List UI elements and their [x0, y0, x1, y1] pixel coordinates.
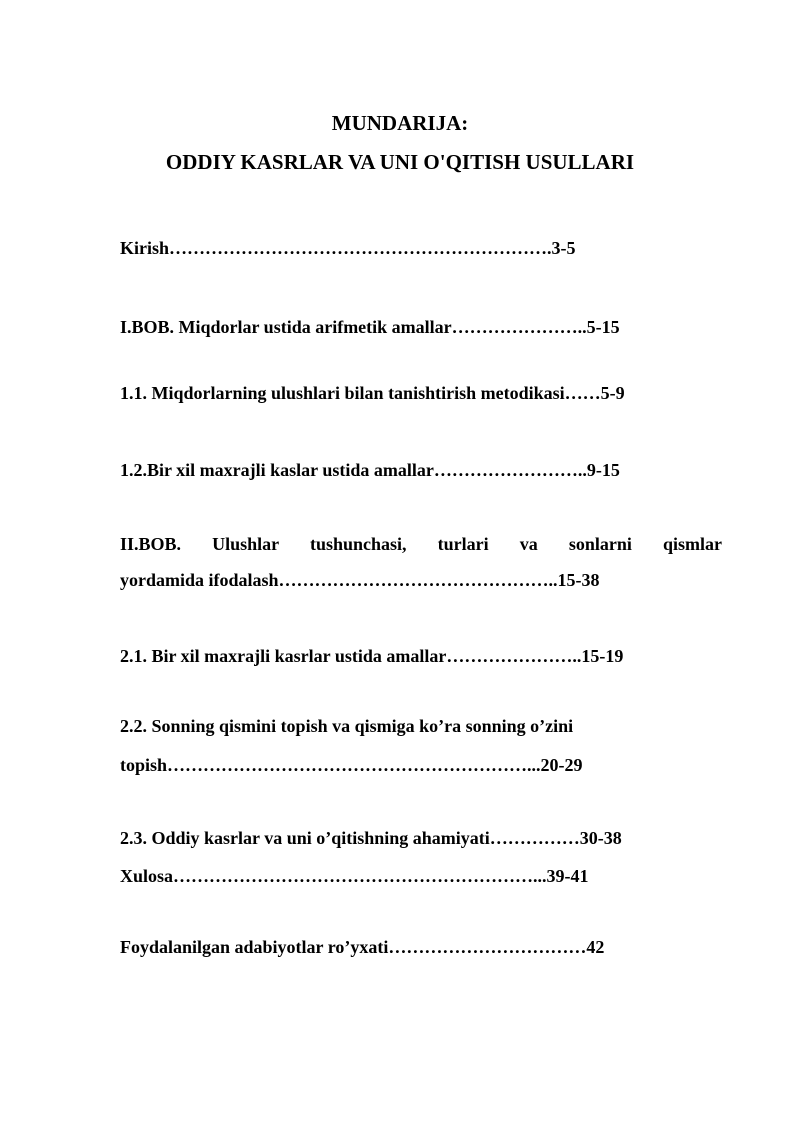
toc-entry-kirish: Kirish……………………………………………………….3-5 [120, 238, 576, 258]
toc-entry-section-2-1: 2.1. Bir xil maxrajli kasrlar ustida amallar…………………..15-19 [120, 646, 624, 666]
toc-entry-section-2-2-line2: topish……………………………………………………...20-29 [120, 755, 583, 775]
toc-entry-section-1-1: 1.1. Miqdorlarning ulushlari bilan tanishtirish metodikasi……5-9 [120, 383, 625, 403]
toc-entry-section-1-2: 1.2.Bir xil maxrajli kaslar ustida amallar……………………..9-15 [120, 460, 620, 480]
toc-entry-references: Foydalanilgan adabiyotlar ro’yxati……………………………42 [120, 937, 605, 957]
toc-entry-section-2-2-line1: 2.2. Sonning qismini topish va qismiga ko’ra sonning o’zini [120, 716, 574, 736]
toc-entry-chapter-2-line1: II.BOB. Ulushlar tushunchasi, turlari va sonlarni qismlar [120, 534, 722, 554]
toc-entry-section-2-3: 2.3. Oddiy kasrlar va uni o’qitishning ahamiyati……………30-38 [120, 828, 622, 848]
document-subtitle: ODDIY KASRLAR VA UNI O'QITISH USULLARI [165, 150, 635, 174]
document-heading: MUNDARIJA: [331, 111, 469, 135]
toc-entry-chapter-2-line2: yordamida ifodalash………………………………………..15-38 [120, 570, 600, 590]
toc-entry-chapter-1: I.BOB. Miqdorlar ustida arifmetik amallar…………………..5-15 [120, 317, 620, 337]
toc-entry-xulosa: Xulosa……………………………………………………...39-41 [120, 866, 589, 886]
